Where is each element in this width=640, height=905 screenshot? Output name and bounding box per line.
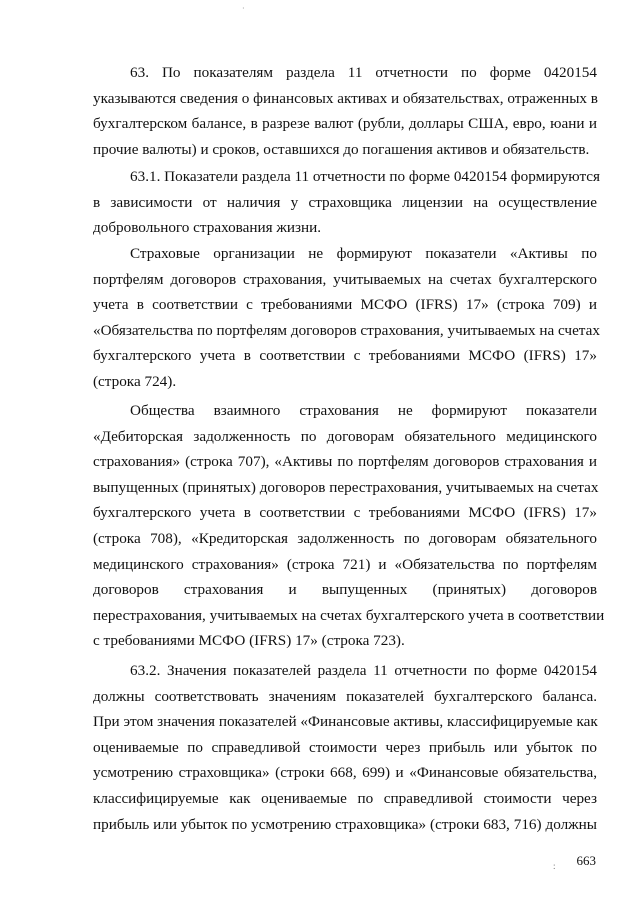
scan-mark: : — [553, 861, 556, 871]
paragraph-63-2 — [93, 658, 597, 863]
text-line: бухгалтерского учета в соответствии с требованиями МСФО (IFRS) 17» — [93, 504, 597, 522]
text-line: портфелям договоров страхования, учитываемых на счетах бухгалтерского — [93, 270, 597, 288]
text-line: должны соответствовать значениям показателей бухгалтерского баланса. — [93, 687, 597, 705]
paragraph-insurers — [93, 241, 600, 420]
text-line: перестрахования, учитываемых на счетах бухгалтерского учета в соответствии — [93, 606, 605, 624]
text-line: с требованиями МСФО (IFRS) 17» (строка 723). — [93, 632, 405, 650]
text-line: добровольного страхования жизни. — [93, 219, 322, 237]
text-line: «Дебиторская задолженность по договорам обязательного медицинского — [93, 427, 597, 445]
scan-mark: · — [242, 4, 245, 13]
text-line: учета в соответствии с требованиями МСФО (IFRS) 17» (строка 709) и — [93, 296, 597, 314]
text-line: (строка 724). — [93, 372, 177, 390]
text-line: Страховые организации не формируют показатели «Активы по — [130, 245, 597, 262]
text-line: прочие валюты) и сроков, оставшихся до погашения активов и обязательств. — [93, 140, 590, 158]
text-line: 63.2. Значения показателей раздела 11 отчетности по форме 0420154 — [130, 662, 597, 679]
text-line: усмотрению страховщика» (строки 668, 699) и «Финансовые обязательства, — [93, 764, 597, 782]
text-line: Общества взаимного страхования не формируют показатели — [130, 402, 597, 419]
page-number: 663 — [576, 853, 596, 868]
text-line: медицинского страхования» (строка 721) и «Обязательства по портфелям — [93, 555, 597, 573]
text-line: 63.1. Показатели раздела 11 отчетности по форме 0420154 формируются — [130, 168, 601, 185]
paragraph-mutual-societies — [93, 398, 605, 680]
text-line: оцениваемые по справедливой стоимости через прибыль или убыток по — [93, 738, 597, 756]
text-line: 63. По показателям раздела 11 отчетности по форме 0420154 — [130, 64, 597, 81]
text-line: указываются сведения о финансовых активах и обязательствах, отраженных в — [93, 89, 598, 107]
text-line: в зависимости от наличия у страховщика лицензии на осуществление — [93, 193, 597, 211]
text-line: страхования» (строка 707), «Активы по портфелям договоров страхования и — [93, 453, 597, 471]
text-line: выпущенных (принятых) договоров перестрахования, учитываемых на счетах — [93, 478, 599, 496]
text-line: бухгалтерского учета в соответствии с требованиями МСФО (IFRS) 17» — [93, 347, 597, 365]
text-line: классифицируемые как оцениваемые по справедливой стоимости через — [93, 789, 597, 807]
text-line: договоров страхования и выпущенных (принятых) договоров — [93, 581, 597, 599]
text-line: (строка 708), «Кредиторская задолженность по договорам обязательного — [93, 529, 597, 547]
text-line: прибыль или убыток по усмотрению страховщика» (строки 683, 716) должны — [93, 815, 597, 833]
text-line: При этом значения показателей «Финансовые активы, классифицируемые как — [93, 713, 598, 731]
text-line: «Обязательства по портфелям договоров страхования, учитываемых на счетах — [93, 321, 600, 339]
text-line: бухгалтерском балансе, в разрезе валют (рубли, доллары США, евро, юани и — [93, 115, 597, 133]
